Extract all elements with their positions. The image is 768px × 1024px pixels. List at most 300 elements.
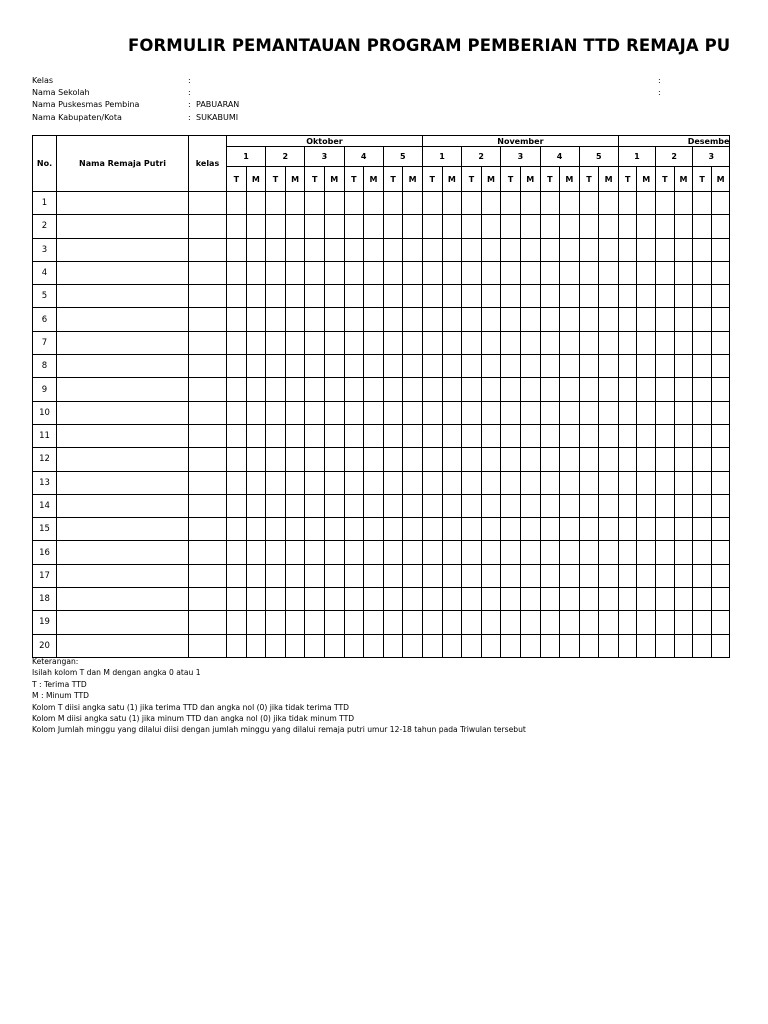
terima-cell[interactable]	[579, 471, 599, 494]
name-cell[interactable]	[57, 564, 189, 587]
terima-cell[interactable]	[501, 588, 521, 611]
terima-cell[interactable]	[693, 448, 712, 471]
minum-cell[interactable]	[560, 611, 580, 634]
terima-cell[interactable]	[693, 494, 712, 517]
terima-cell[interactable]	[462, 611, 482, 634]
terima-cell[interactable]	[693, 634, 712, 657]
terima-cell[interactable]	[462, 401, 482, 424]
terima-cell[interactable]	[462, 634, 482, 657]
terima-cell[interactable]	[344, 238, 364, 261]
terima-cell[interactable]	[383, 378, 403, 401]
terima-cell[interactable]	[266, 401, 286, 424]
minum-cell[interactable]	[403, 634, 423, 657]
terima-cell[interactable]	[422, 238, 442, 261]
minum-cell[interactable]	[246, 424, 266, 447]
terima-cell[interactable]	[618, 588, 637, 611]
minum-cell[interactable]	[481, 378, 501, 401]
minum-cell[interactable]	[246, 238, 266, 261]
terima-cell[interactable]	[579, 285, 599, 308]
terima-cell[interactable]	[693, 401, 712, 424]
minum-cell[interactable]	[520, 494, 540, 517]
minum-cell[interactable]	[364, 471, 384, 494]
terima-cell[interactable]	[305, 238, 325, 261]
name-cell[interactable]	[57, 424, 189, 447]
minum-cell[interactable]	[481, 261, 501, 284]
terima-cell[interactable]	[266, 378, 286, 401]
minum-cell[interactable]	[364, 564, 384, 587]
name-cell[interactable]	[57, 331, 189, 354]
terima-cell[interactable]	[305, 448, 325, 471]
terima-cell[interactable]	[422, 331, 442, 354]
terima-cell[interactable]	[656, 308, 675, 331]
minum-cell[interactable]	[637, 355, 656, 378]
minum-cell[interactable]	[674, 611, 693, 634]
class-cell[interactable]	[189, 611, 227, 634]
minum-cell[interactable]	[674, 355, 693, 378]
terima-cell[interactable]	[344, 471, 364, 494]
minum-cell[interactable]	[364, 355, 384, 378]
minum-cell[interactable]	[520, 611, 540, 634]
class-cell[interactable]	[189, 564, 227, 587]
minum-cell[interactable]	[711, 215, 730, 238]
minum-cell[interactable]	[599, 518, 619, 541]
minum-cell[interactable]	[442, 192, 462, 215]
class-cell[interactable]	[189, 192, 227, 215]
minum-cell[interactable]	[560, 541, 580, 564]
terima-cell[interactable]	[540, 424, 560, 447]
minum-cell[interactable]	[674, 215, 693, 238]
terima-cell[interactable]	[344, 424, 364, 447]
terima-cell[interactable]	[422, 611, 442, 634]
terima-cell[interactable]	[227, 192, 247, 215]
terima-cell[interactable]	[540, 192, 560, 215]
name-cell[interactable]	[57, 192, 189, 215]
terima-cell[interactable]	[344, 378, 364, 401]
minum-cell[interactable]	[403, 541, 423, 564]
terima-cell[interactable]	[422, 448, 442, 471]
terima-cell[interactable]	[501, 238, 521, 261]
minum-cell[interactable]	[324, 355, 344, 378]
minum-cell[interactable]	[246, 401, 266, 424]
minum-cell[interactable]	[481, 285, 501, 308]
terima-cell[interactable]	[656, 261, 675, 284]
terima-cell[interactable]	[540, 215, 560, 238]
terima-cell[interactable]	[693, 285, 712, 308]
terima-cell[interactable]	[540, 588, 560, 611]
terima-cell[interactable]	[656, 378, 675, 401]
terima-cell[interactable]	[501, 471, 521, 494]
minum-cell[interactable]	[599, 261, 619, 284]
minum-cell[interactable]	[442, 518, 462, 541]
terima-cell[interactable]	[462, 238, 482, 261]
minum-cell[interactable]	[285, 378, 305, 401]
class-cell[interactable]	[189, 424, 227, 447]
minum-cell[interactable]	[637, 471, 656, 494]
terima-cell[interactable]	[693, 331, 712, 354]
minum-cell[interactable]	[442, 588, 462, 611]
name-cell[interactable]	[57, 448, 189, 471]
terima-cell[interactable]	[383, 634, 403, 657]
terima-cell[interactable]	[656, 192, 675, 215]
terima-cell[interactable]	[618, 634, 637, 657]
terima-cell[interactable]	[501, 215, 521, 238]
minum-cell[interactable]	[674, 518, 693, 541]
terima-cell[interactable]	[579, 192, 599, 215]
class-cell[interactable]	[189, 215, 227, 238]
terima-cell[interactable]	[540, 564, 560, 587]
terima-cell[interactable]	[579, 448, 599, 471]
terima-cell[interactable]	[383, 564, 403, 587]
minum-cell[interactable]	[481, 634, 501, 657]
terima-cell[interactable]	[305, 192, 325, 215]
terima-cell[interactable]	[501, 424, 521, 447]
minum-cell[interactable]	[674, 588, 693, 611]
name-cell[interactable]	[57, 285, 189, 308]
terima-cell[interactable]	[383, 471, 403, 494]
terima-cell[interactable]	[227, 378, 247, 401]
minum-cell[interactable]	[324, 471, 344, 494]
minum-cell[interactable]	[711, 494, 730, 517]
minum-cell[interactable]	[364, 261, 384, 284]
terima-cell[interactable]	[656, 215, 675, 238]
terima-cell[interactable]	[422, 401, 442, 424]
minum-cell[interactable]	[674, 308, 693, 331]
minum-cell[interactable]	[442, 215, 462, 238]
terima-cell[interactable]	[693, 378, 712, 401]
minum-cell[interactable]	[520, 192, 540, 215]
terima-cell[interactable]	[227, 261, 247, 284]
minum-cell[interactable]	[674, 378, 693, 401]
terima-cell[interactable]	[227, 564, 247, 587]
terima-cell[interactable]	[422, 285, 442, 308]
minum-cell[interactable]	[403, 448, 423, 471]
name-cell[interactable]	[57, 611, 189, 634]
terima-cell[interactable]	[540, 308, 560, 331]
name-cell[interactable]	[57, 588, 189, 611]
minum-cell[interactable]	[442, 355, 462, 378]
minum-cell[interactable]	[364, 518, 384, 541]
minum-cell[interactable]	[520, 378, 540, 401]
minum-cell[interactable]	[364, 308, 384, 331]
minum-cell[interactable]	[364, 448, 384, 471]
terima-cell[interactable]	[344, 611, 364, 634]
terima-cell[interactable]	[656, 285, 675, 308]
minum-cell[interactable]	[285, 634, 305, 657]
name-cell[interactable]	[57, 634, 189, 657]
terima-cell[interactable]	[579, 355, 599, 378]
minum-cell[interactable]	[637, 378, 656, 401]
minum-cell[interactable]	[637, 401, 656, 424]
minum-cell[interactable]	[637, 634, 656, 657]
terima-cell[interactable]	[693, 518, 712, 541]
terima-cell[interactable]	[227, 494, 247, 517]
terima-cell[interactable]	[305, 564, 325, 587]
terima-cell[interactable]	[305, 215, 325, 238]
name-cell[interactable]	[57, 494, 189, 517]
minum-cell[interactable]	[324, 588, 344, 611]
terima-cell[interactable]	[618, 378, 637, 401]
minum-cell[interactable]	[481, 611, 501, 634]
terima-cell[interactable]	[693, 261, 712, 284]
minum-cell[interactable]	[599, 634, 619, 657]
terima-cell[interactable]	[693, 192, 712, 215]
minum-cell[interactable]	[364, 541, 384, 564]
minum-cell[interactable]	[637, 541, 656, 564]
minum-cell[interactable]	[324, 238, 344, 261]
minum-cell[interactable]	[403, 238, 423, 261]
minum-cell[interactable]	[442, 261, 462, 284]
terima-cell[interactable]	[344, 215, 364, 238]
minum-cell[interactable]	[637, 331, 656, 354]
name-cell[interactable]	[57, 355, 189, 378]
terima-cell[interactable]	[227, 238, 247, 261]
minum-cell[interactable]	[560, 308, 580, 331]
minum-cell[interactable]	[520, 564, 540, 587]
minum-cell[interactable]	[481, 238, 501, 261]
terima-cell[interactable]	[462, 471, 482, 494]
minum-cell[interactable]	[364, 401, 384, 424]
minum-cell[interactable]	[324, 378, 344, 401]
terima-cell[interactable]	[383, 285, 403, 308]
minum-cell[interactable]	[442, 634, 462, 657]
minum-cell[interactable]	[560, 634, 580, 657]
class-cell[interactable]	[189, 331, 227, 354]
minum-cell[interactable]	[481, 308, 501, 331]
terima-cell[interactable]	[618, 448, 637, 471]
terima-cell[interactable]	[344, 308, 364, 331]
minum-cell[interactable]	[403, 308, 423, 331]
terima-cell[interactable]	[422, 634, 442, 657]
minum-cell[interactable]	[711, 285, 730, 308]
minum-cell[interactable]	[520, 448, 540, 471]
class-cell[interactable]	[189, 541, 227, 564]
terima-cell[interactable]	[693, 215, 712, 238]
terima-cell[interactable]	[462, 588, 482, 611]
minum-cell[interactable]	[674, 494, 693, 517]
terima-cell[interactable]	[266, 215, 286, 238]
minum-cell[interactable]	[520, 308, 540, 331]
minum-cell[interactable]	[599, 331, 619, 354]
terima-cell[interactable]	[693, 308, 712, 331]
minum-cell[interactable]	[403, 192, 423, 215]
minum-cell[interactable]	[560, 285, 580, 308]
minum-cell[interactable]	[442, 564, 462, 587]
minum-cell[interactable]	[520, 401, 540, 424]
terima-cell[interactable]	[501, 401, 521, 424]
terima-cell[interactable]	[579, 494, 599, 517]
terima-cell[interactable]	[579, 634, 599, 657]
minum-cell[interactable]	[637, 238, 656, 261]
terima-cell[interactable]	[501, 564, 521, 587]
minum-cell[interactable]	[481, 564, 501, 587]
minum-cell[interactable]	[637, 588, 656, 611]
minum-cell[interactable]	[403, 518, 423, 541]
minum-cell[interactable]	[403, 215, 423, 238]
minum-cell[interactable]	[246, 541, 266, 564]
terima-cell[interactable]	[540, 355, 560, 378]
minum-cell[interactable]	[246, 285, 266, 308]
minum-cell[interactable]	[403, 494, 423, 517]
minum-cell[interactable]	[285, 588, 305, 611]
minum-cell[interactable]	[481, 494, 501, 517]
terima-cell[interactable]	[266, 541, 286, 564]
minum-cell[interactable]	[711, 308, 730, 331]
terima-cell[interactable]	[540, 285, 560, 308]
terima-cell[interactable]	[540, 238, 560, 261]
minum-cell[interactable]	[324, 448, 344, 471]
terima-cell[interactable]	[383, 494, 403, 517]
minum-cell[interactable]	[560, 564, 580, 587]
minum-cell[interactable]	[324, 541, 344, 564]
terima-cell[interactable]	[462, 308, 482, 331]
terima-cell[interactable]	[656, 424, 675, 447]
minum-cell[interactable]	[324, 611, 344, 634]
terima-cell[interactable]	[656, 355, 675, 378]
terima-cell[interactable]	[579, 401, 599, 424]
terima-cell[interactable]	[462, 448, 482, 471]
minum-cell[interactable]	[442, 494, 462, 517]
minum-cell[interactable]	[560, 355, 580, 378]
minum-cell[interactable]	[324, 564, 344, 587]
name-cell[interactable]	[57, 261, 189, 284]
minum-cell[interactable]	[520, 215, 540, 238]
minum-cell[interactable]	[560, 518, 580, 541]
minum-cell[interactable]	[520, 331, 540, 354]
minum-cell[interactable]	[285, 355, 305, 378]
minum-cell[interactable]	[246, 634, 266, 657]
minum-cell[interactable]	[324, 308, 344, 331]
minum-cell[interactable]	[637, 261, 656, 284]
minum-cell[interactable]	[599, 494, 619, 517]
terima-cell[interactable]	[618, 518, 637, 541]
terima-cell[interactable]	[462, 261, 482, 284]
terima-cell[interactable]	[693, 564, 712, 587]
terima-cell[interactable]	[501, 518, 521, 541]
terima-cell[interactable]	[501, 331, 521, 354]
terima-cell[interactable]	[618, 215, 637, 238]
minum-cell[interactable]	[560, 215, 580, 238]
minum-cell[interactable]	[599, 588, 619, 611]
class-cell[interactable]	[189, 308, 227, 331]
minum-cell[interactable]	[637, 308, 656, 331]
minum-cell[interactable]	[481, 588, 501, 611]
minum-cell[interactable]	[364, 285, 384, 308]
terima-cell[interactable]	[383, 238, 403, 261]
minum-cell[interactable]	[442, 285, 462, 308]
minum-cell[interactable]	[599, 192, 619, 215]
terima-cell[interactable]	[266, 192, 286, 215]
terima-cell[interactable]	[422, 378, 442, 401]
terima-cell[interactable]	[266, 285, 286, 308]
terima-cell[interactable]	[344, 192, 364, 215]
terima-cell[interactable]	[462, 494, 482, 517]
terima-cell[interactable]	[618, 471, 637, 494]
minum-cell[interactable]	[246, 518, 266, 541]
minum-cell[interactable]	[599, 355, 619, 378]
terima-cell[interactable]	[266, 564, 286, 587]
terima-cell[interactable]	[462, 564, 482, 587]
terima-cell[interactable]	[305, 331, 325, 354]
minum-cell[interactable]	[711, 192, 730, 215]
minum-cell[interactable]	[711, 238, 730, 261]
minum-cell[interactable]	[599, 471, 619, 494]
minum-cell[interactable]	[560, 588, 580, 611]
terima-cell[interactable]	[305, 285, 325, 308]
minum-cell[interactable]	[285, 331, 305, 354]
class-cell[interactable]	[189, 401, 227, 424]
minum-cell[interactable]	[403, 564, 423, 587]
terima-cell[interactable]	[227, 308, 247, 331]
minum-cell[interactable]	[246, 494, 266, 517]
terima-cell[interactable]	[462, 215, 482, 238]
terima-cell[interactable]	[656, 634, 675, 657]
terima-cell[interactable]	[501, 308, 521, 331]
minum-cell[interactable]	[674, 634, 693, 657]
minum-cell[interactable]	[599, 564, 619, 587]
terima-cell[interactable]	[693, 611, 712, 634]
minum-cell[interactable]	[246, 355, 266, 378]
terima-cell[interactable]	[693, 541, 712, 564]
terima-cell[interactable]	[501, 378, 521, 401]
class-cell[interactable]	[189, 588, 227, 611]
terima-cell[interactable]	[305, 401, 325, 424]
terima-cell[interactable]	[422, 192, 442, 215]
terima-cell[interactable]	[579, 611, 599, 634]
minum-cell[interactable]	[674, 401, 693, 424]
minum-cell[interactable]	[711, 611, 730, 634]
terima-cell[interactable]	[540, 634, 560, 657]
minum-cell[interactable]	[285, 611, 305, 634]
minum-cell[interactable]	[403, 331, 423, 354]
terima-cell[interactable]	[501, 192, 521, 215]
class-cell[interactable]	[189, 494, 227, 517]
minum-cell[interactable]	[560, 378, 580, 401]
terima-cell[interactable]	[305, 378, 325, 401]
minum-cell[interactable]	[442, 541, 462, 564]
minum-cell[interactable]	[285, 541, 305, 564]
minum-cell[interactable]	[520, 261, 540, 284]
name-cell[interactable]	[57, 308, 189, 331]
terima-cell[interactable]	[266, 308, 286, 331]
terima-cell[interactable]	[462, 285, 482, 308]
minum-cell[interactable]	[364, 331, 384, 354]
minum-cell[interactable]	[674, 448, 693, 471]
terima-cell[interactable]	[383, 401, 403, 424]
terima-cell[interactable]	[656, 564, 675, 587]
terima-cell[interactable]	[656, 541, 675, 564]
minum-cell[interactable]	[246, 215, 266, 238]
minum-cell[interactable]	[324, 215, 344, 238]
minum-cell[interactable]	[560, 261, 580, 284]
terima-cell[interactable]	[305, 588, 325, 611]
terima-cell[interactable]	[227, 215, 247, 238]
terima-cell[interactable]	[618, 494, 637, 517]
terima-cell[interactable]	[501, 261, 521, 284]
minum-cell[interactable]	[481, 518, 501, 541]
terima-cell[interactable]	[227, 331, 247, 354]
minum-cell[interactable]	[403, 401, 423, 424]
minum-cell[interactable]	[285, 192, 305, 215]
terima-cell[interactable]	[383, 331, 403, 354]
terima-cell[interactable]	[693, 588, 712, 611]
minum-cell[interactable]	[711, 588, 730, 611]
minum-cell[interactable]	[599, 424, 619, 447]
minum-cell[interactable]	[560, 192, 580, 215]
minum-cell[interactable]	[711, 331, 730, 354]
minum-cell[interactable]	[246, 448, 266, 471]
terima-cell[interactable]	[579, 518, 599, 541]
minum-cell[interactable]	[481, 424, 501, 447]
